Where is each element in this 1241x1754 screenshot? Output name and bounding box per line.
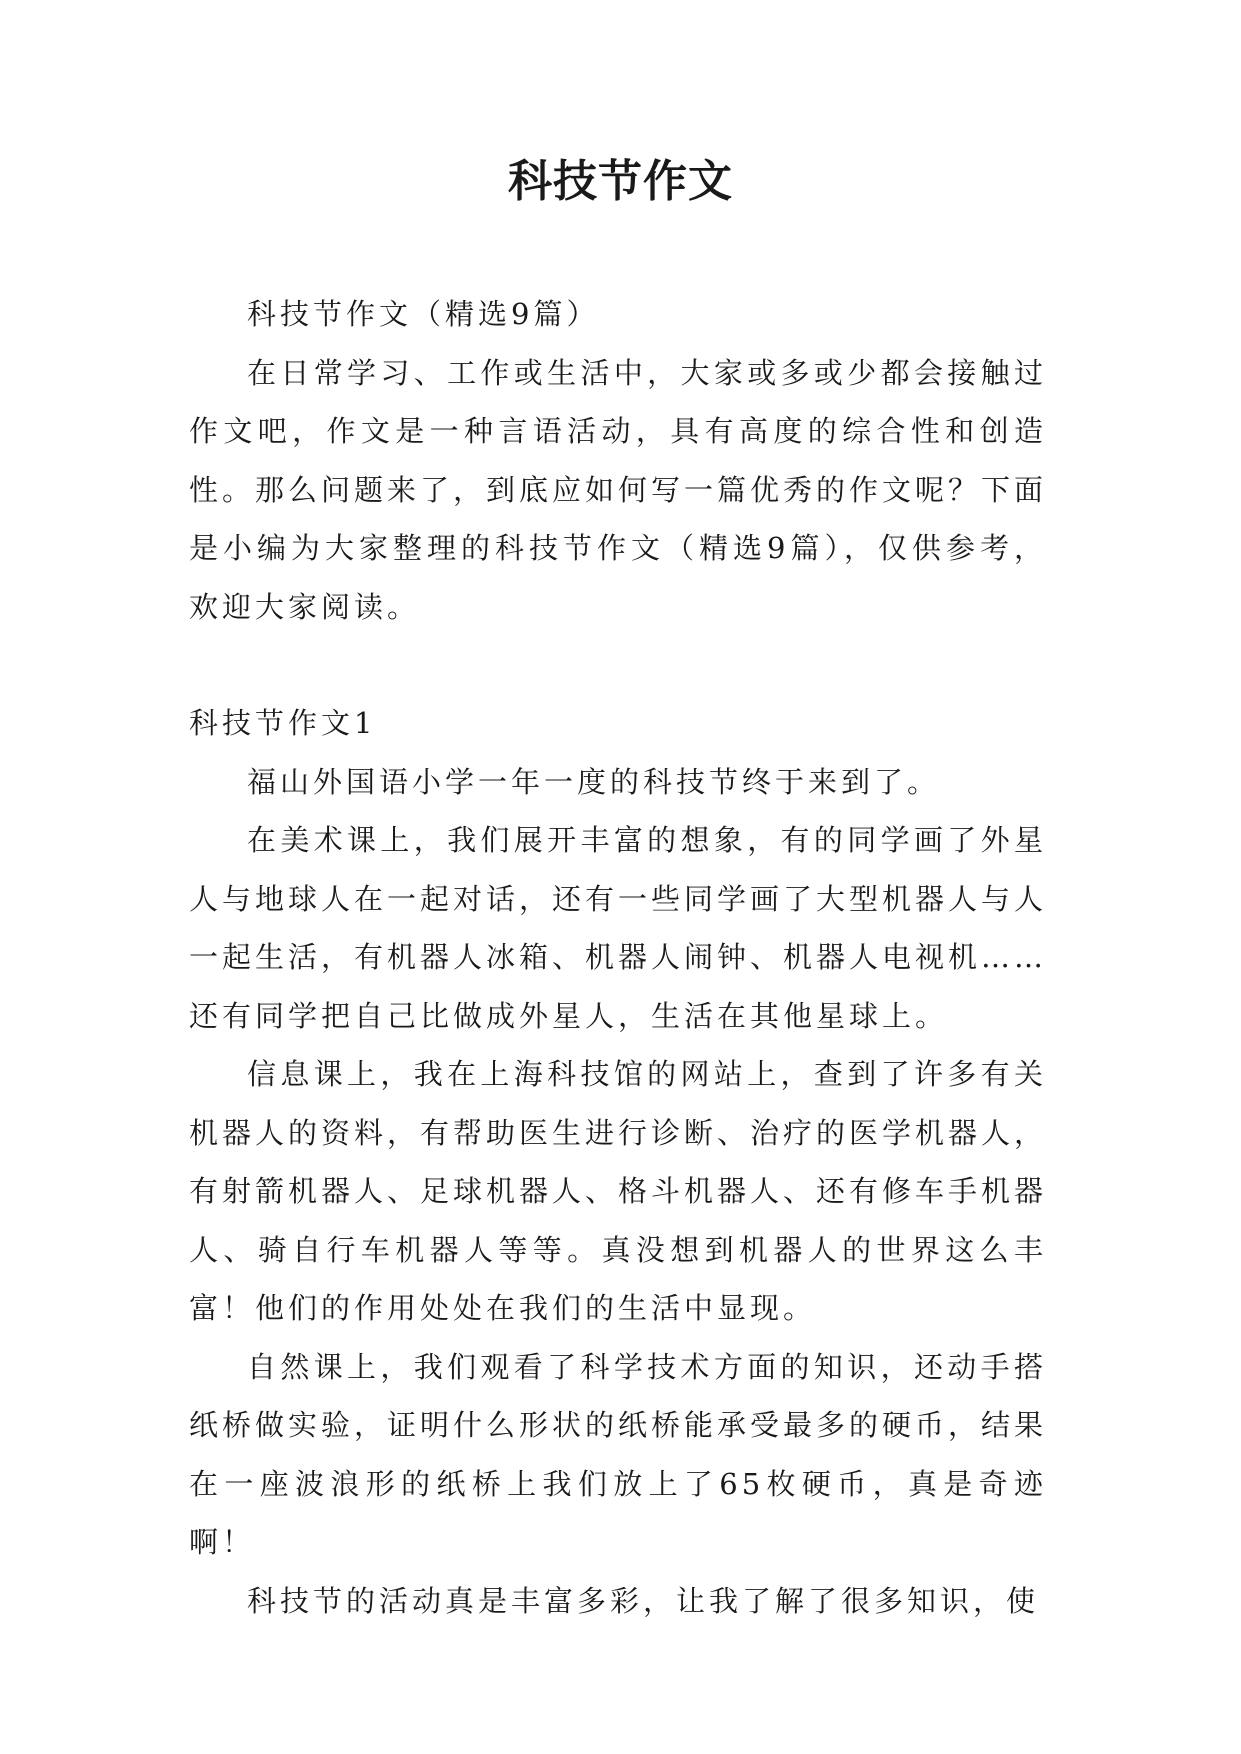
- section-heading: 科技节作文1: [189, 706, 377, 740]
- intro-paragraph: 在日常学习、工作或生活中，大家或多或少都会接触过作文吧，作文是一种言语活动，具有高度的综合性和创造性。那么问题来了，到底应如何写一篇优秀的作文呢？下面是小编为大家整理的科技节作文（精选9篇），仅供参考，欢迎大家阅读。: [189, 355, 1048, 624]
- body-paragraph: 在美术课上，我们展开丰富的想象，有的同学画了外星人与地球人在一起对话，还有一些同学画了大型机器人与人一起生活，有机器人冰箱、机器人闹钟、机器人电视机……还有同学把自己比做成外星人，生活在其他星球上。: [189, 823, 1048, 1033]
- body-paragraph: 福山外国语小学一年一度的科技节终于来到了。: [247, 764, 941, 799]
- body-paragraph: 信息课上，我在上海科技馆的网站上，查到了许多有关机器人的资料，有帮助医生进行诊断、治疗的医学机器人，有射箭机器人、足球机器人、格斗机器人、还有修车手机器人、骑自行车机器人等等。真没想到机器人的世界这么丰富！他们的作用处处在我们的生活中显现。: [189, 1057, 1048, 1325]
- document-body: [189, 285, 1047, 1630]
- body-paragraph: 自然课上，我们观看了科学技术方面的知识，还动手搭纸桥做实验，证明什么形状的纸桥能承受最多的硬币，结果在一座波浪形的纸桥上我们放上了65枚硬币，真是奇迹啊！: [189, 1349, 1048, 1559]
- body-paragraph: 科技节的活动真是丰富多彩，让我了解了很多知识，使: [247, 1583, 1040, 1618]
- document-title: 科技节作文: [508, 156, 733, 207]
- subtitle-paragraph: 科技节作文（精选9篇）: [247, 297, 600, 331]
